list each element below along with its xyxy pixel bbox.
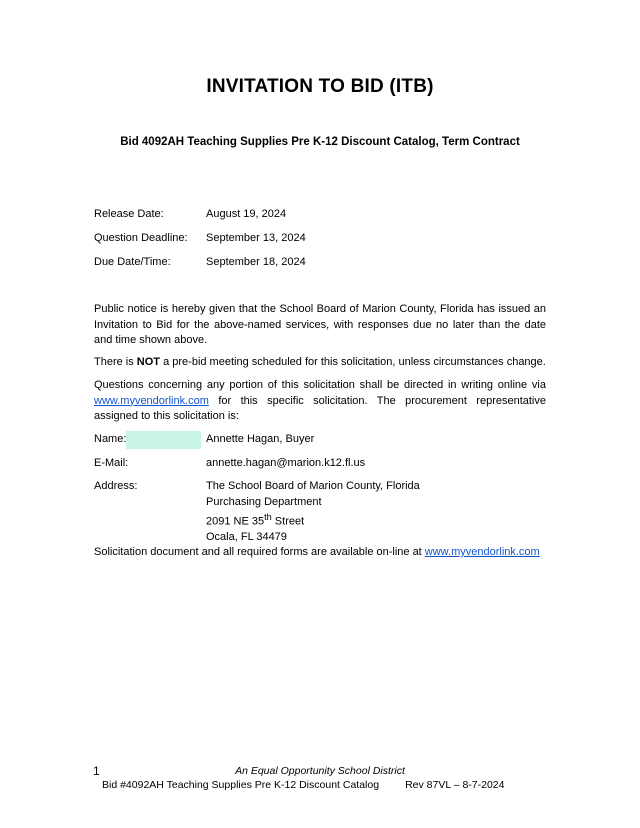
questions-text-start: Questions concerning any portion of this solicitation shall be directed in writing online via [94, 379, 546, 391]
questions-paragraph [94, 378, 546, 425]
address-street-name: Street [271, 515, 305, 528]
contact-name-label: Name: [94, 433, 127, 445]
release-date-label: Release Date: [94, 208, 164, 220]
due-date-label: Due Date/Time: [94, 256, 171, 268]
prebid-emphasis: NOT [136, 356, 161, 368]
question-deadline-label: Question Deadline: [94, 232, 188, 244]
page-number: 1 [93, 764, 100, 778]
contact-address-value [206, 479, 420, 546]
availability-paragraph [94, 545, 546, 561]
question-deadline-value: September 13, 2024 [206, 232, 306, 244]
questions-text-end: for this specific solicitation. The procurement representative assigned to this solicitation is: [94, 394, 546, 422]
contact-name-row [94, 432, 554, 448]
contact-email-value: annette.hagan@marion.k12.fl.us [206, 456, 366, 469]
address-line-3 [206, 510, 420, 530]
contact-name-value: Annette Hagan, Buyer [206, 433, 315, 445]
prebid-text-start: There is [94, 356, 137, 368]
document-title: INVITATION TO BID (ITB) [206, 76, 434, 97]
address-line-2: Purchasing Department [206, 495, 322, 508]
key-dates [94, 207, 554, 279]
contact-address-label: Address: [94, 480, 138, 492]
question-deadline-row [94, 231, 554, 255]
availability-vendorlink-link[interactable]: www.myvendorlink.com [424, 546, 540, 558]
address-line-4: Ocala, FL 34479 [206, 531, 287, 544]
footer-revision: Rev 87VL – 8-7-2024 [405, 779, 505, 791]
vendorlink-link[interactable]: www.myvendorlink.com [94, 394, 209, 407]
address-street-suffix: th [264, 512, 272, 522]
prebid-text-end: a pre-bid meeting scheduled for this solicitation, unless circumstances change. [160, 356, 546, 368]
due-date-row [94, 255, 554, 279]
due-date-value: September 18, 2024 [206, 256, 306, 268]
availability-text: Solicitation document and all required forms are available on-line at [94, 546, 425, 558]
footer-tagline: An Equal Opportunity School District [235, 765, 405, 777]
prebid-meeting-paragraph [94, 355, 546, 371]
release-date-value: August 19, 2024 [206, 208, 287, 220]
procurement-contact [94, 432, 554, 554]
address-street-number: 2091 NE 35 [206, 515, 265, 528]
name-highlight [126, 431, 201, 449]
contact-name-label-cell [94, 432, 206, 448]
contact-email-row [94, 456, 554, 472]
contact-email-label: E-Mail: [94, 456, 129, 469]
release-date-row [94, 207, 554, 231]
footer-doc-title: Bid #4092AH Teaching Supplies Pre K-12 Discount Catalog [102, 779, 380, 791]
bid-subtitle: Bid 4092AH Teaching Supplies Pre K-12 Discount Catalog, Term Contract [120, 136, 520, 148]
address-line-1: The School Board of Marion County, Florida [206, 480, 420, 492]
public-notice-paragraph: Public notice is hereby given that the School Board of Marion County, Florida has issued an Invitation to Bid for the above-named services, with responses due no later than the date and time shown above. [94, 303, 546, 346]
footer-doc-line [102, 779, 505, 791]
contact-address-row [94, 479, 554, 546]
